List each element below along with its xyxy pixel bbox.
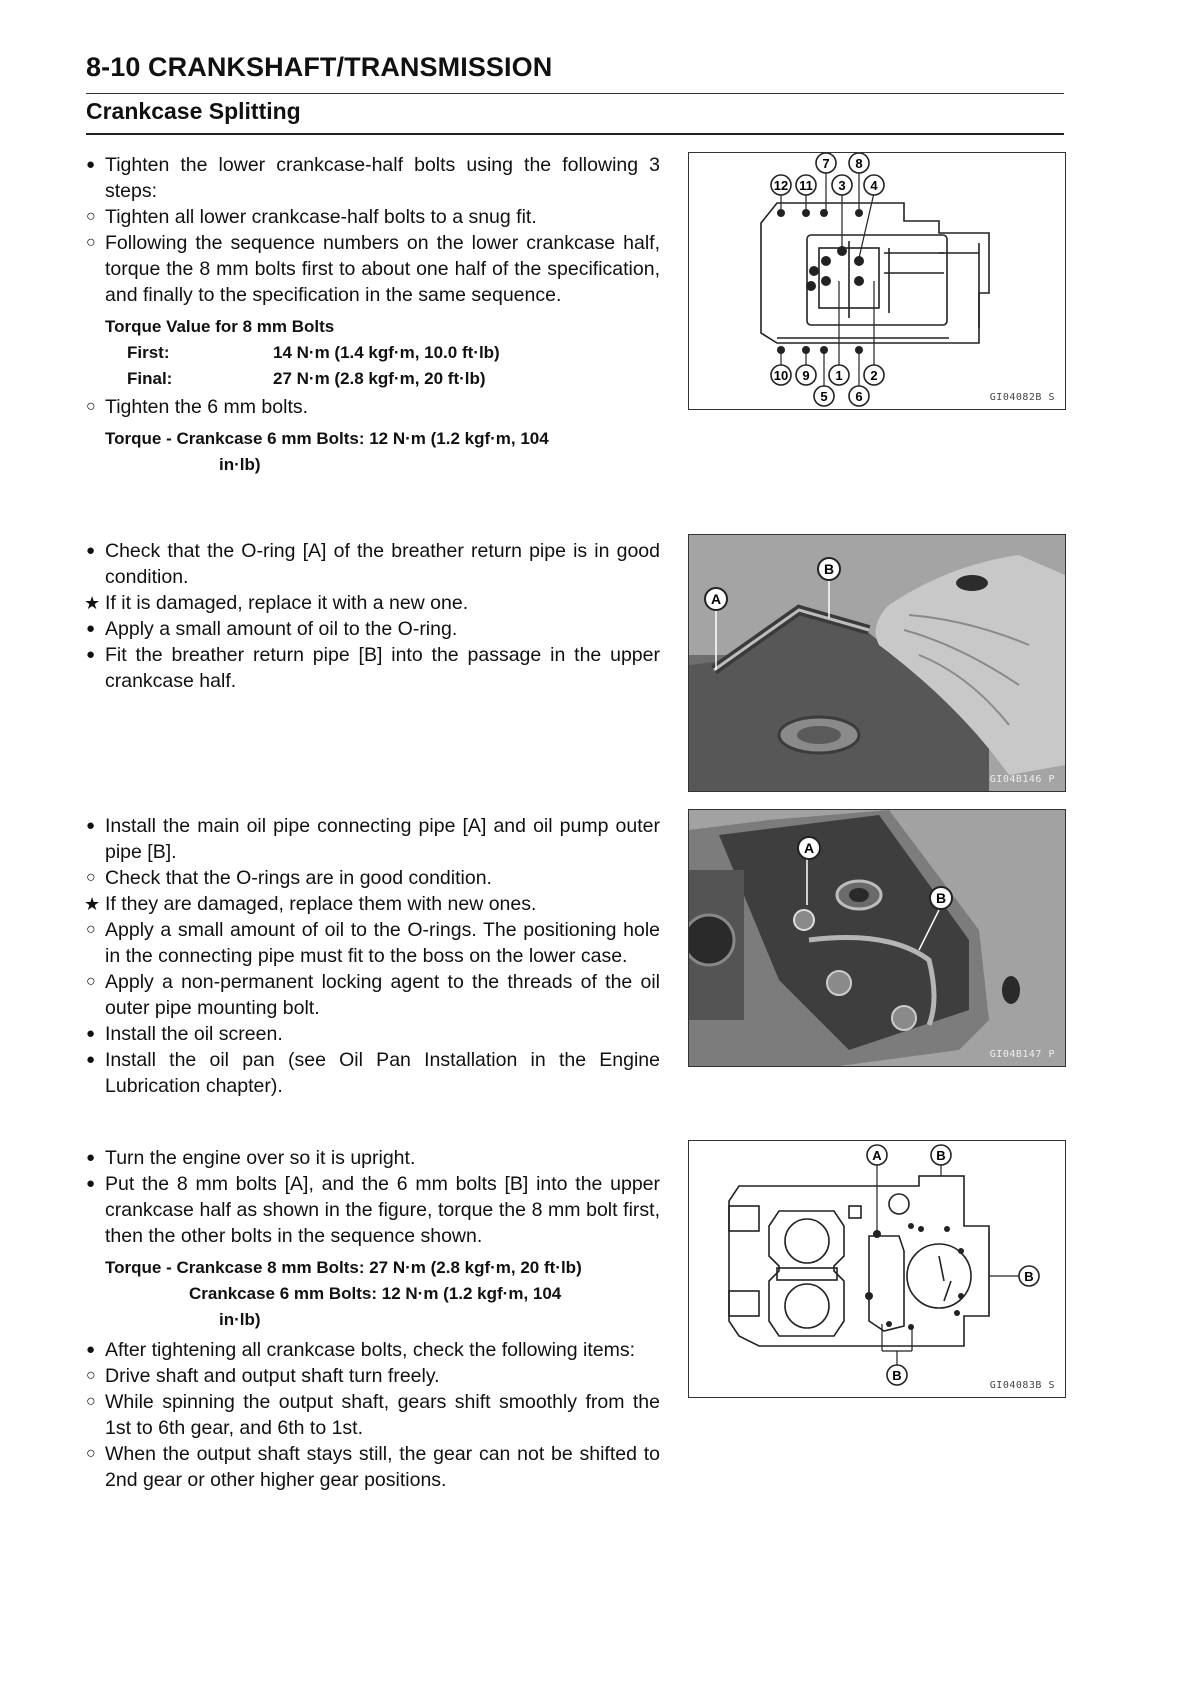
svg-text:A: A: [803, 840, 815, 856]
star-icon: ★: [84, 894, 101, 914]
page-title: 8-10 CRANKSHAFT/TRANSMISSION: [86, 52, 553, 82]
figure-code: GI04B147 P: [989, 1049, 1055, 1060]
list-item: ● Tighten the lower crankcase-half bolts using the following 3 steps:: [86, 154, 660, 202]
list-item: ● Fit the breather return pipe [B] into the passage in the upper crankcase half.: [86, 644, 660, 692]
list-item: ● Apply a small amount of oil to the O-ring.: [86, 618, 458, 640]
star-icon: ★: [84, 593, 101, 613]
list-item: ● Install the oil pan (see Oil Pan Installation in the Engine Lubrication chapter).: [86, 1049, 660, 1097]
torque-value-table: [86, 314, 660, 392]
svg-text:12: 12: [773, 178, 789, 193]
bullet-icon: ●: [86, 646, 96, 663]
bullet-icon: ●: [86, 620, 96, 637]
figure-oil-pipe-photo: [688, 809, 1066, 1067]
bullet-icon: ●: [86, 1051, 96, 1068]
list-item: ● Install the main oil pipe connecting pipe [A] and oil pump outer pipe [B].: [86, 815, 660, 863]
list-item: ★ If they are damaged, replace them with new ones.: [84, 893, 537, 915]
list-item: ○ Apply a small amount of oil to the O-rings. The positioning hole in the connecting pipe must fit to the boss on the lower case.: [86, 919, 660, 967]
svg-text:4: 4: [870, 178, 878, 193]
circle-bullet-icon: ○: [86, 234, 96, 251]
circle-bullet-icon: ○: [86, 973, 96, 990]
oil-pipe-photo-icon: [689, 810, 1065, 1066]
breather-pipe-photo-icon: [689, 535, 1065, 791]
list-item: ○ Following the sequence numbers on the lower crankcase half, torque the 8 mm bolts first to about one half of the specification, and finally to the specification in the same sequence.: [86, 232, 660, 306]
list-item: ○ Tighten all lower crankcase-half bolts to a snug fit.: [86, 206, 537, 228]
figure-code: GI04083B S: [989, 1380, 1055, 1391]
svg-text:B: B: [892, 1368, 902, 1383]
section-lower-crankcase-bolts: [86, 152, 660, 482]
list-item: ○ Check that the O-rings are in good condition.: [86, 867, 492, 889]
figure-code: GI04082B S: [989, 392, 1055, 403]
circle-bullet-icon: ○: [86, 869, 96, 886]
svg-text:11: 11: [799, 178, 813, 193]
circle-bullet-icon: ○: [86, 921, 96, 938]
upper-crankcase-diagram-icon: [689, 1141, 1065, 1397]
list-item: ● After tightening all crankcase bolts, check the following items:: [86, 1339, 636, 1361]
circle-bullet-icon: ○: [86, 1445, 96, 1462]
figure-upper-crankcase-diagram: [688, 1140, 1066, 1398]
bullet-icon: ●: [86, 542, 96, 559]
bullet-icon: ●: [86, 156, 96, 173]
torque-spec-upper: Torque - Crankcase 8 mm Bolts: 27 N·m (2.8 kgf·m, 20 ft·lb) Crankcase 6 mm Bolts: 12 N·m (1.2 kgf·m, 104 in·lb): [105, 1258, 582, 1329]
list-item: ● Put the 8 mm bolts [A], and the 6 mm bolts [B] into the upper crankcase half as shown in the figure, torque the 8 mm bolt first, then the other bolts in the sequence shown.: [86, 1173, 660, 1247]
list-item: ○ When the output shaft stays still, the gear can not be shifted to 2nd gear or other higher gear positions.: [86, 1443, 660, 1491]
section-oil-pipe: [86, 813, 660, 1099]
section-breather-pipe: [86, 538, 660, 694]
bullet-icon: ●: [86, 1175, 96, 1192]
svg-text:B: B: [1024, 1269, 1034, 1284]
svg-text:2: 2: [870, 368, 878, 383]
bullet-icon: ●: [86, 1341, 96, 1358]
svg-text:10: 10: [773, 368, 789, 383]
svg-text:5: 5: [820, 389, 828, 404]
list-item: ○ Apply a non-permanent locking agent to the threads of the oil outer pipe mounting bolt.: [86, 971, 660, 1019]
crankcase-diagram-icon: [689, 153, 1065, 409]
bullet-icon: ●: [86, 1149, 96, 1166]
figure-code: GI04B146 P: [989, 774, 1055, 785]
title-divider: [86, 93, 1064, 94]
section-title: Crankcase Splitting: [86, 98, 301, 124]
svg-text:8: 8: [855, 156, 863, 171]
svg-text:B: B: [823, 561, 835, 577]
circle-bullet-icon: ○: [86, 398, 96, 415]
figure-breather-pipe-photo: [688, 534, 1066, 792]
svg-text:A: A: [710, 591, 722, 607]
bullet-icon: ●: [86, 1025, 96, 1042]
list-item: ● Check that the O-ring [A] of the breather return pipe is in good condition.: [86, 540, 660, 588]
list-item: ○ While spinning the output shaft, gears shift smoothly from the 1st to 6th gear, and 6th to 1st.: [86, 1391, 660, 1439]
list-item: ● Install the oil screen.: [86, 1023, 283, 1045]
circle-bullet-icon: ○: [86, 1367, 96, 1384]
list-item: ○ Drive shaft and output shaft turn freely.: [86, 1365, 440, 1387]
torque-row-first: First: 14 N·m (1.4 kgf·m, 10.0 ft·lb): [127, 343, 500, 362]
svg-text:A: A: [872, 1148, 882, 1163]
circle-bullet-icon: ○: [86, 208, 96, 225]
svg-text:9: 9: [802, 368, 810, 383]
svg-text:B: B: [936, 1148, 946, 1163]
svg-text:3: 3: [838, 178, 846, 193]
torque-table-title: Torque Value for 8 mm Bolts: [105, 317, 335, 336]
torque-row-final: Final: 27 N·m (2.8 kgf·m, 20 ft·lb): [127, 369, 486, 388]
list-item: ● Turn the engine over so it is upright.: [86, 1147, 416, 1169]
svg-text:6: 6: [855, 389, 863, 404]
list-item: ★ If it is damaged, replace it with a new one.: [84, 592, 469, 614]
svg-text:B: B: [935, 890, 947, 906]
bullet-icon: ●: [86, 817, 96, 834]
svg-text:1: 1: [835, 368, 843, 383]
circle-bullet-icon: ○: [86, 1393, 96, 1410]
torque-spec-6mm: Torque - Crankcase 6 mm Bolts: 12 N·m (1.2 kgf·m, 104 in·lb): [105, 429, 549, 474]
section-divider: [86, 133, 1064, 135]
svg-text:7: 7: [822, 156, 830, 171]
list-item: ○ Tighten the 6 mm bolts.: [86, 396, 309, 418]
section-upper-crankcase-bolts: [86, 1145, 660, 1493]
figure-bolt-sequence-diagram: [688, 152, 1066, 410]
